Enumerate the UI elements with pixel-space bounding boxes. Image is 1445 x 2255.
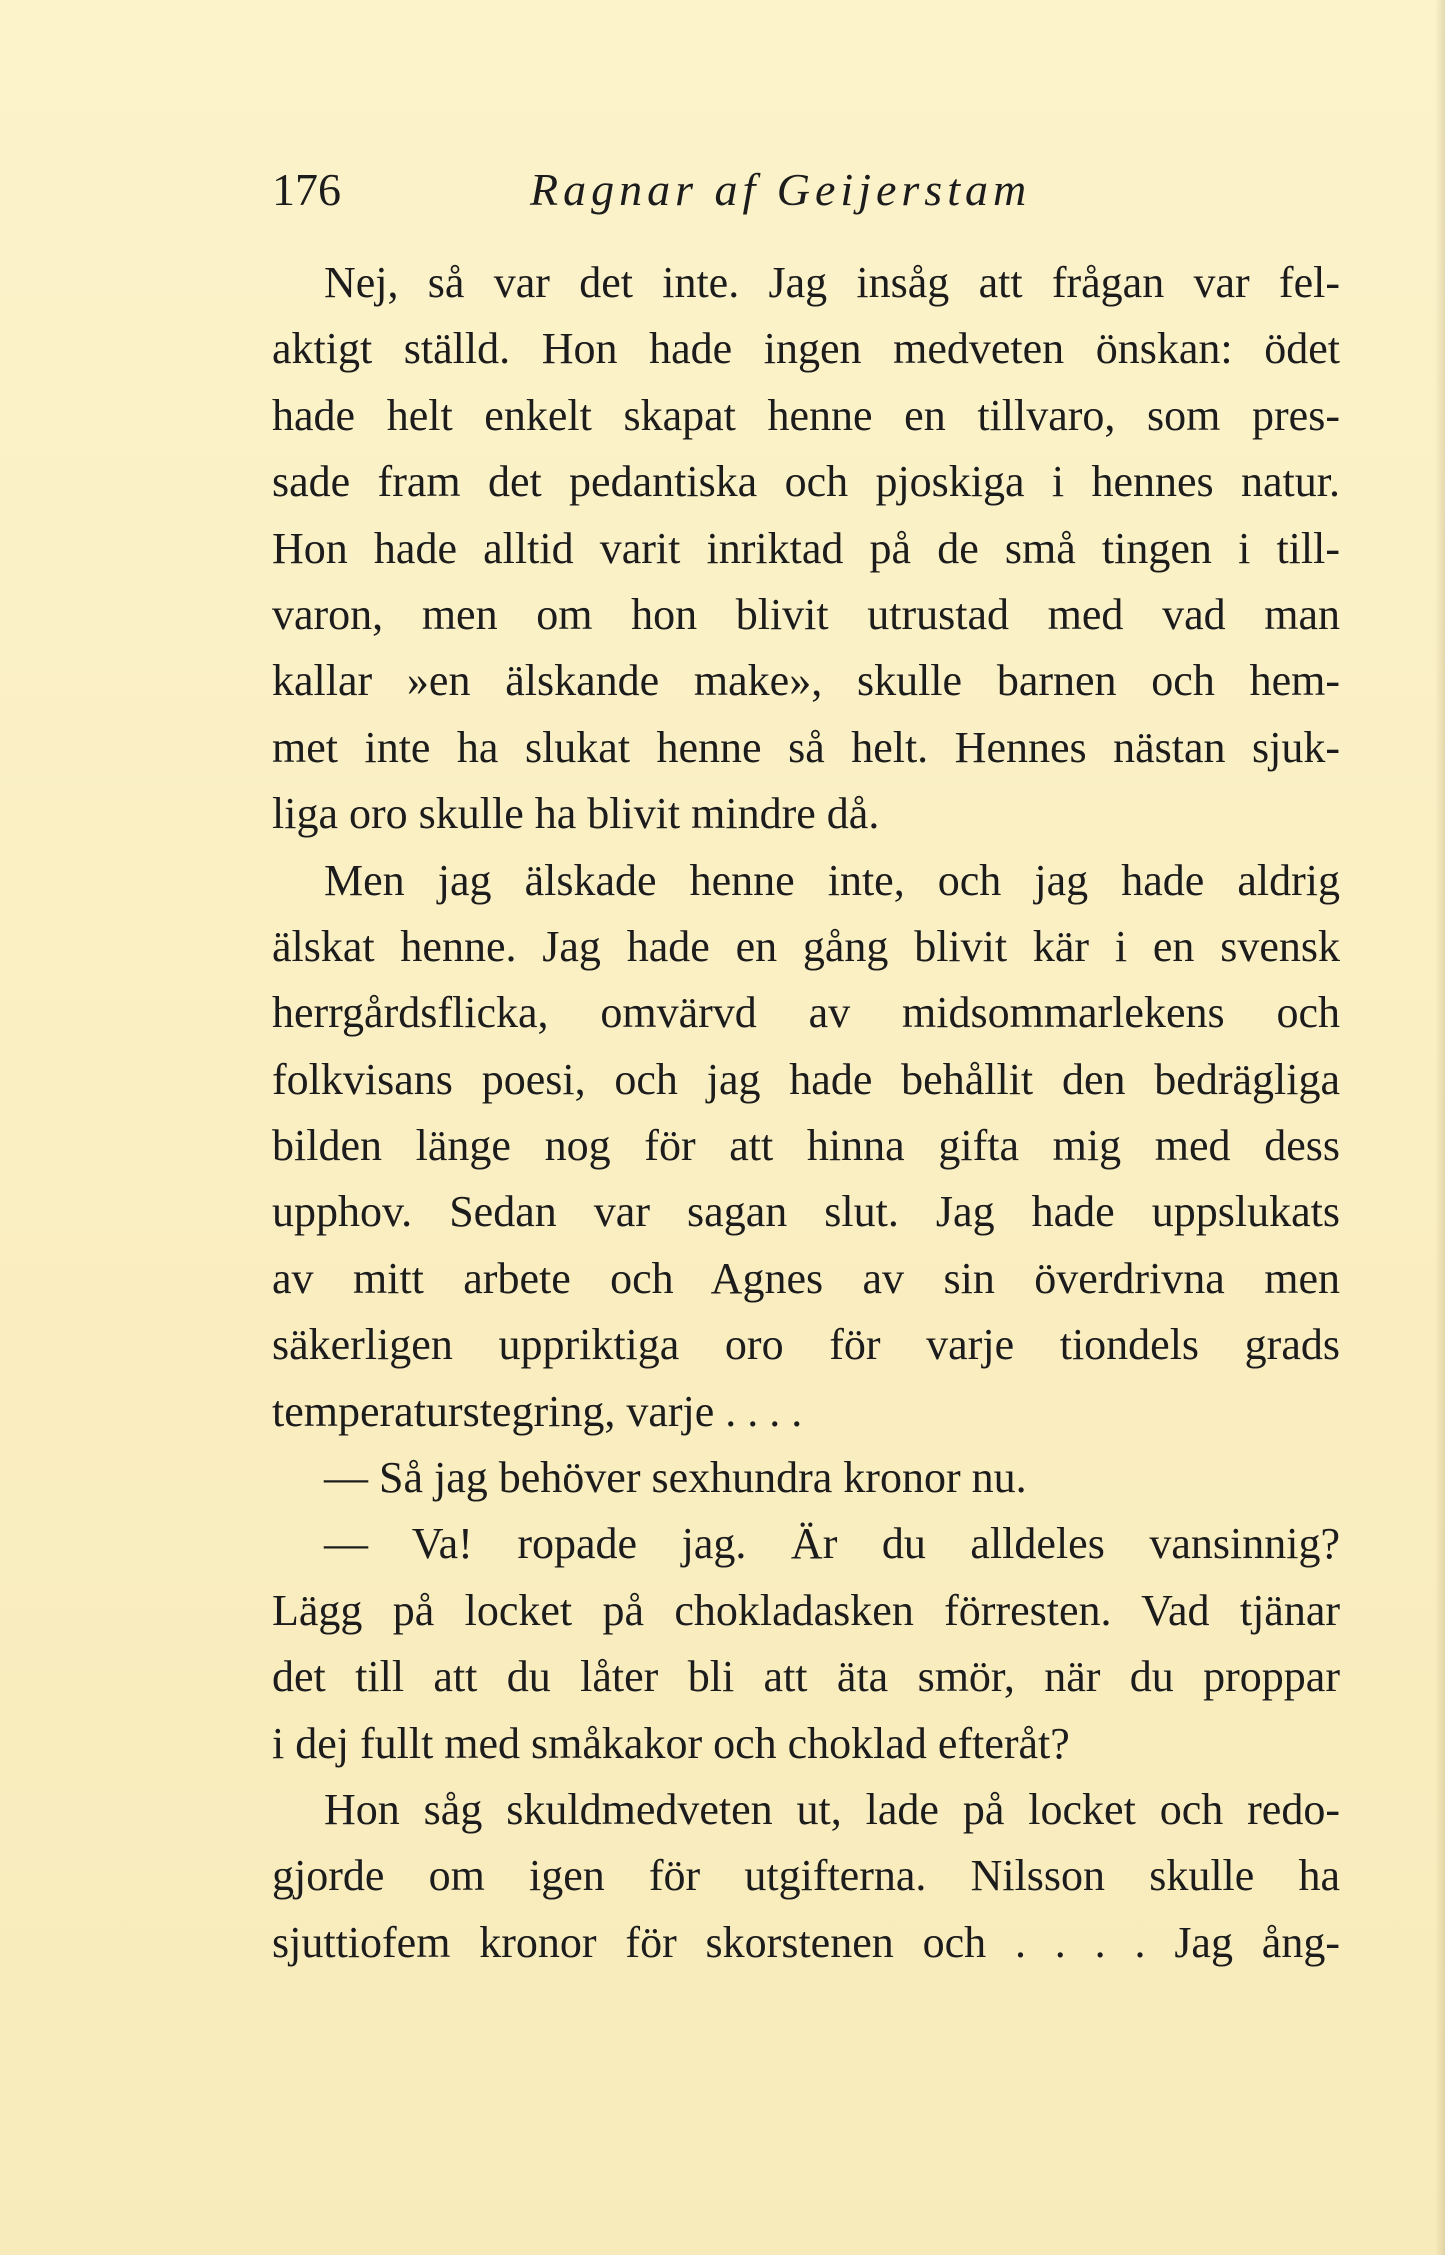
text-line: aktigt ställd. Hon hade ingen medveten önskan: ödet — [272, 324, 1340, 374]
text-line: varon, men om hon blivit utrustad med vad man — [272, 589, 1340, 639]
text-line: kallar »en älskande make», skulle barnen och hem- — [272, 656, 1340, 706]
text-line: Hon såg skuldmedveten ut, lade på locket och redo- — [324, 1784, 1340, 1834]
text-line: gjorde om igen för utgifterna. Nilsson skulle ha — [272, 1851, 1340, 1901]
text-line: säkerligen uppriktiga oro för varje tiondels grads — [272, 1320, 1340, 1370]
text-line: temperaturstegring, varje . . . . — [272, 1386, 803, 1436]
page-header — [272, 160, 1332, 220]
text-line: met inte ha slukat henne så helt. Hennes nästan sjuk- — [272, 722, 1340, 772]
text-line: älskat henne. Jag hade en gång blivit kär i en svensk — [272, 921, 1340, 971]
text-line: upphov. Sedan var sagan slut. Jag hade uppslukats — [272, 1187, 1340, 1237]
text-line: sade fram det pedantiska och pjoskiga i hennes natur. — [272, 457, 1340, 507]
text-line: folkvisans poesi, och jag hade behållit den bedrägliga — [272, 1054, 1340, 1104]
text-line: bilden länge nog för att hinna gifta mig med dess — [272, 1121, 1340, 1171]
page-number: 176 — [272, 164, 341, 215]
text-line: sjuttiofem kronor för skorstenen och . . . . Jag ång- — [272, 1917, 1340, 1967]
text-line: Nej, så var det inte. Jag insåg att frågan var fel- — [324, 258, 1340, 307]
text-line: herrgårdsflicka, omvärvd av midsommarlekens och — [272, 988, 1340, 1038]
text-line: Men jag älskade henne inte, och jag hade aldrig — [324, 855, 1340, 905]
text-line: — Va! ropade jag. Är du alldeles vansinnig? — [324, 1519, 1340, 1569]
text-line: Hon hade alltid varit inriktad på de små tingen i till- — [272, 523, 1340, 573]
text-line: Lägg på locket på chokladasken förresten. Vad tjänar — [272, 1585, 1340, 1635]
text-line: — Så jag behöver sexhundra kronor nu. — [324, 1453, 1027, 1503]
running-head: Ragnar af Geijerstam — [530, 164, 1032, 215]
text-line: liga oro skulle ha blivit mindre då. — [272, 789, 880, 839]
text-line: av mitt arbete och Agnes av sin överdrivna men — [272, 1253, 1340, 1303]
page-edge-shadow — [1435, 0, 1445, 2255]
body-text — [272, 250, 1340, 1976]
text-line: det till att du låter bli att äta smör, när du proppar — [272, 1652, 1340, 1702]
text-line: hade helt enkelt skapat henne en tillvaro, som pres- — [272, 390, 1340, 440]
text-line: i dej fullt med småkakor och choklad efteråt? — [272, 1718, 1070, 1768]
